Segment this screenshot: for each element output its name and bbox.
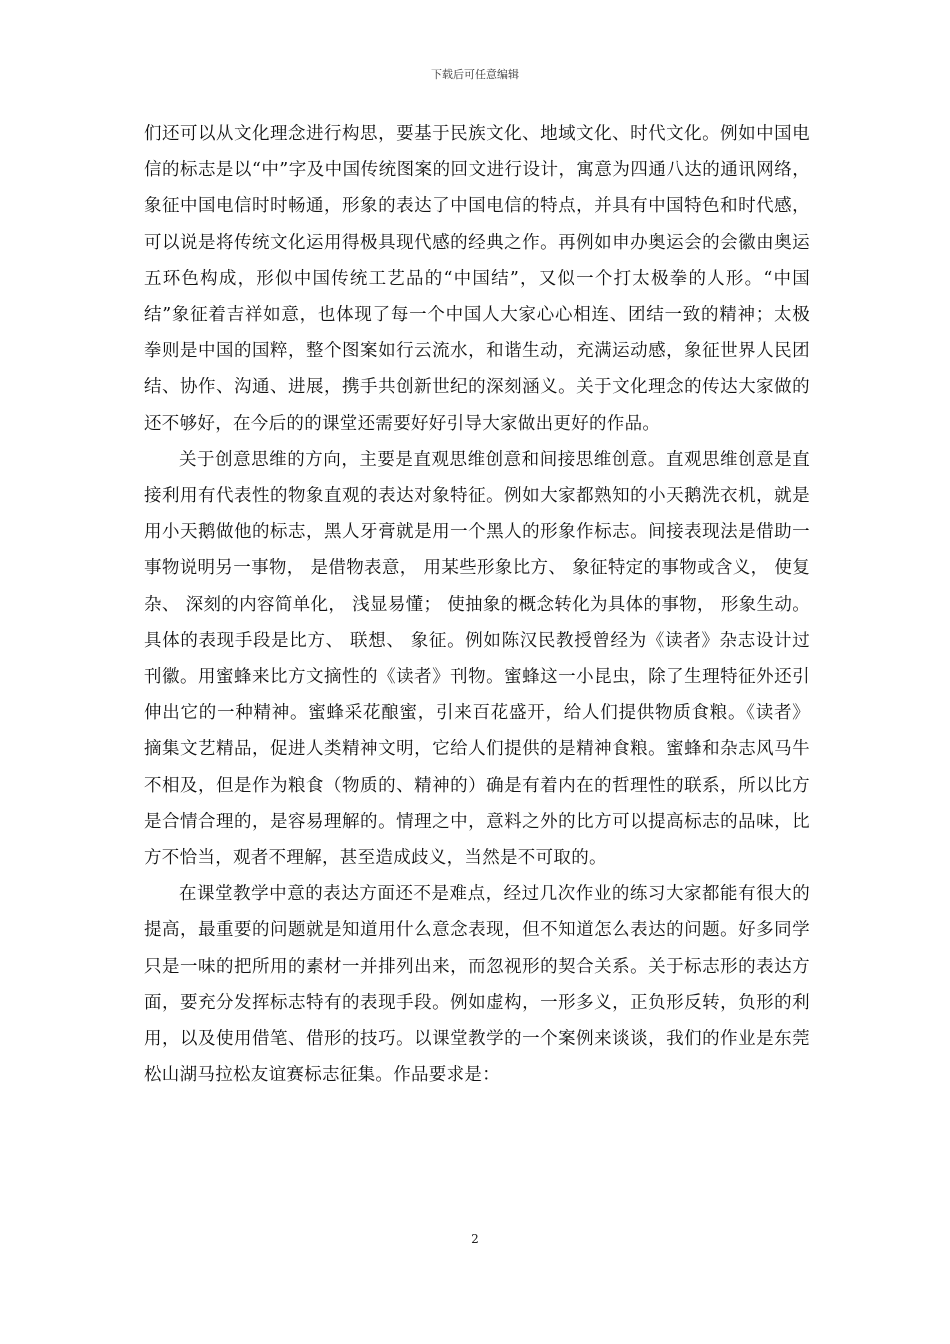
body-text — [144, 116, 810, 1093]
paragraph-creative-thinking: 关于创意思维的方向，主要是直观思维创意和间接思维创意。直观思维创意是直接利用有代表性的物象直观的表达对象特征。例如大家都熟知的小天鹅洗衣机，就是用小天鹅做他的标志，黑人牙膏就是用一个黑人的形象作标志。间接表现法是借助一事物说明另一事物， 是借物表意， 用某些形象比方、 象征特定的事物或含义， 使复杂、 深刻的内容简单化， 浅显易懂； 使抽象的概念转化为具体的事物， 形象生动。具体的表现手段是比方、 联想、 象征。例如陈汉民教授曾经为《读者》杂志设计过刊徽。用蜜蜂来比方文摘性的《读者》刊物。蜜蜂这一小昆虫，除了生理特征外还引伸出它的一种精神。蜜蜂采花酿蜜，引来百花盛开，给人们提供物质食粮。《读者》摘集文艺精品，促进人类精神文明，它给人们提供的是精神食粮。蜜蜂和杂志风马牛不相及，但是作为粮食（物质的、精神的）确是有着内在的哲理性的联系，所以比方是合情合理的，是容易理解的。情理之中，意料之外的比方可以提高标志的品味，比方不恰当，观者不理解，甚至造成歧义，当然是不可取的。 — [144, 449, 810, 869]
page-number: 2 — [471, 1232, 479, 1246]
page-header: 下载后可任意编辑 — [431, 68, 519, 81]
paragraph-classroom-expression: 在课堂教学中意的表达方面还不是难点，经过几次作业的练习大家都能有很大的提高，最重要的问题就是知道用什么意念表现，但不知道怎么表达的问题。好多同学只是一味的把所用的素材一并排列出来，而忽视形的契合关系。关于标志形的表达方面，要充分发挥标志特有的表现手段。例如虚构，一形多义，正负形反转，负形的利用，以及使用借笔、借形的技巧。以课堂教学的一个案例来谈谈，我们的作业是东莞松山湖马拉松友谊赛标志征集。作品要求是： — [144, 884, 810, 1086]
paragraph-cultural-concept: 们还可以从文化理念进行构思，要基于民族文化、地域文化、时代文化。例如中国电信的标志是以“中”字及中国传统图案的回文进行设计，寓意为四通八达的通讯网络，象征中国电信时时畅通，形象的表达了中国电信的特点，并具有中国特色和时代感，可以说是将传统文化运用得极具现代感的经典之作。再例如申办奥运会的会徽由奥运五环色构成，形似中国传统工艺品的“中国结”，又似一个打太极拳的人形。“中国结”象征着吉祥如意，也体现了每一个中国人大家心心相连、团结一致的精神；太极拳则是中国的国粹，整个图案如行云流水，和谐生动，充满运动感，象征世界人民团结、协作、沟通、进展，携手共创新世纪的深刻涵义。关于文化理念的传达大家做的还不够好，在今后的的课堂还需要好好引导大家做出更好的作品。 — [144, 124, 810, 434]
